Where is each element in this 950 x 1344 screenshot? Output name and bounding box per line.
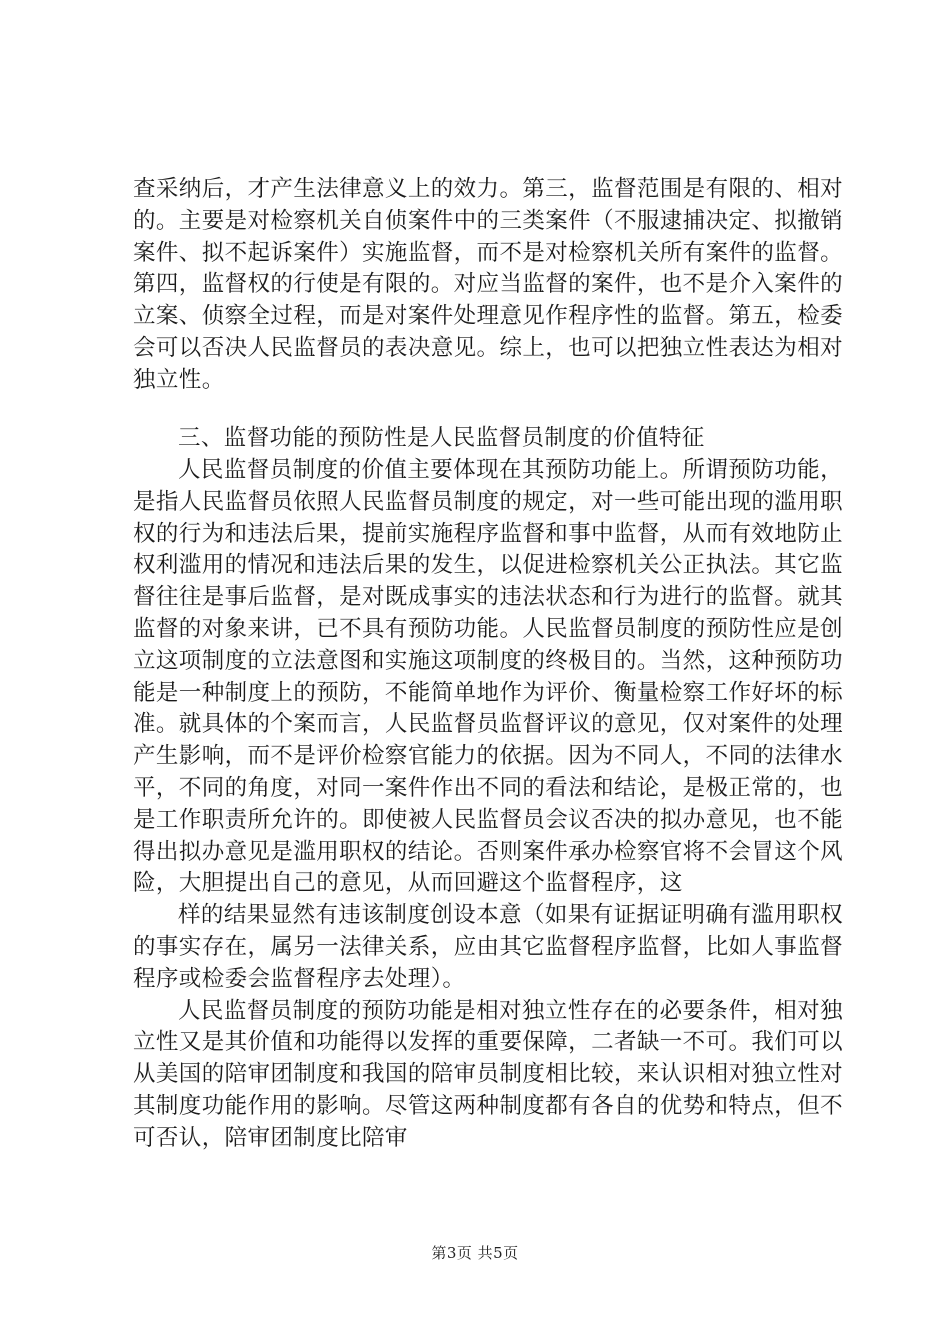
paragraph: 样的结果显然有违该制度创设本意（如果有证据证明确有滥用职权的事实存在，属另一法律关系，应由其它监督程序监督，比如人事监督程序或检委会监督程序去处理）。 <box>133 902 843 992</box>
text-block-top <box>133 174 843 397</box>
paragraph: 查采纳后，才产生法律意义上的效力。第三，监督范围是有限的、相对的。主要是对检察机关自侦案件中的三类案件（不服逮捕决定、拟撤销案件、拟不起诉案件）实施监督，而不是对检察机关所有案件的监督。第四，监督权的行使是有限的。对应当监督的案件，也不是介入案件的立案、侦察全过程，而是对案件处理意见作程序性的监督。第五，检委会可以否决人民监督员的表决意见。综上，也可以把独立性表达为相对独立性。 <box>133 176 843 393</box>
page-footer: 第3页 共5页 <box>431 1244 519 1262</box>
paragraph: 人民监督员制度的预防功能是相对独立性存在的必要条件，相对独立性又是其价值和功能得以发挥的重要保障，二者缺一不可。我们可以从美国的陪审团制度和我国的陪审员制度相比较，来认识相对独立性对其制度功能作用的影响。尽管这两种制度都有各自的优势和特点，但不可否认，陪审团制度比陪审 <box>133 997 843 1151</box>
text-block-main <box>133 455 843 1155</box>
section-heading: 三、监督功能的预防性是人民监督员制度的价值特征 <box>178 425 705 451</box>
paragraph: 人民监督员制度的价值主要体现在其预防功能上。所谓预防功能，是指人民监督员依照人民监督员制度的规定，对一些可能出现的滥用职权的行为和违法后果，提前实施程序监督和事中监督，从而有效地防止权利滥用的情况和违法后果的发生，以促进检察机关公正执法。其它监督往往是事后监督，是对既成事实的违法状态和行为进行的监督。就其监督的对象来讲，已不具有预防功能。人民监督员制度的预防性应是创立这项制度的立法意图和实施这项制度的终极目的。当然，这种预防功能是一种制度上的预防，不能简单地作为评价、衡量检察工作好坏的标准。就具体的个案而言，人民监督员监督评议的意见，仅对案件的处理产生影响，而不是评价检察官能力的依据。因为不同人，不同的法律水平，不同的角度，对同一案件作出不同的看法和结论，是极正常的，也是工作职责所允许的。即使被人民监督员会议否决的拟办意见，也不能得出拟办意见是滥用职权的结论。否则案件承办检察官将不会冒这个风险，大胆提出自己的意见，从而回避这个监督程序，这 <box>133 457 843 897</box>
